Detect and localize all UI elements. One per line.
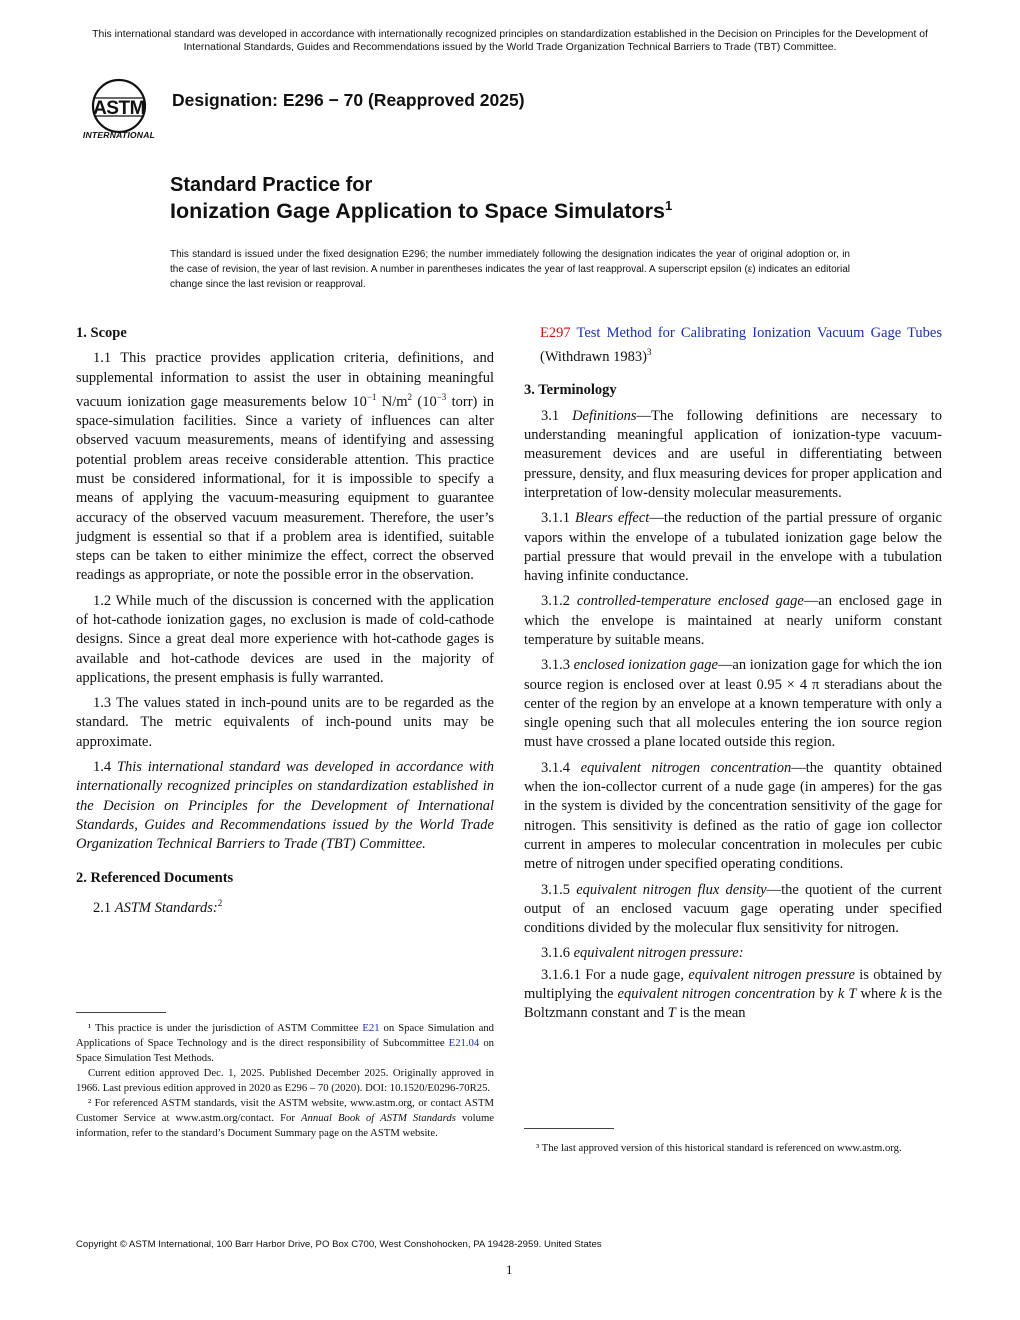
title-line1: Standard Practice for: [170, 174, 373, 196]
copyright: Copyright © ASTM International, 100 Barr Harbor Drive, PO Box C700, West Conshohocken, PA 19428-2959. United States: [76, 1239, 602, 1250]
footnote-1: ¹ This practice is under the jurisdiction of ASTM Committee E21 on Space Simulation and Applications of Space Technology and is the direct responsibility of Subcommittee E21.04 on Space Simulation Test Methods.: [76, 1022, 495, 1064]
definition-3-1: 3.1 Definitions—The following definitions are necessary to understanding meaningful application of ionization-type vacuum-measurement devices and are useful in differentiating between pressure, density, and flux measuring devices for proper application and interpretation of low-density molecular measurements.: [524, 407, 942, 501]
referenced-standard-e297[interactable]: E297 Test Method for Calibrating Ionization Vacuum Gage Tubes (Withdrawn 1983)$^3$: [540, 325, 942, 366]
title-text: Ionization Gage Application to Space Simulators: [170, 199, 665, 224]
footnotes-left: [76, 1021, 494, 1141]
title-line2: [170, 198, 672, 224]
title-footnote-ref: 1: [664, 198, 673, 213]
right-column: [524, 324, 942, 1024]
e21-04-link[interactable]: E21.04: [448, 1037, 480, 1049]
logo-subtext: INTERNATIONAL: [82, 130, 156, 140]
definition-3-1-3: 3.1.3 enclosed ionization gage—an ionization gage for which the ion source region is enclosed over at least 0.95 × 4 π steradians about the center of the region by an envelope at a known temperature with only a single opening such that all molecules entering the ion source region must have crossed a plane located outside this region.: [524, 657, 943, 751]
logo-text: ASTM: [93, 98, 145, 119]
definition-3-1-2: 3.1.2 controlled-temperature enclosed gage—an enclosed gage in which the envelope is maintained at nearly uniform constant temperature by suitable means.: [524, 593, 943, 648]
definition-3-1-5: 3.1.5 equivalent nitrogen flux density—the quotient of the current output of an enclosed vacuum gage operating under specified conditions divided by the molecular flux sensitivity for nitrogen.: [524, 881, 942, 937]
section-heading-terminology: 3. Terminology: [524, 382, 617, 399]
footnote-1-edition: Current edition approved Dec. 1, 2025. Published December 2025. Originally approved in 1966. Last previous edition approved in 2020 as E296 – 70 (2020). DOI: 10.1520/E0296-70R25.: [76, 1067, 494, 1094]
issued-note: This standard is issued under the fixed designation E296; the number immediately following the designation indicates the year of original adoption or, in the case of revision, the year of last revision. A number in parentheses indicates the year of last reapproval. A superscript epsilon (ε) indicates an editorial change since the last revision or reapproval.: [170, 249, 850, 290]
paragraph-1-1: 1.1 This practice provides application criteria, definitions, and supplemental information to assist the user in obtaining meaningful vacuum ionization gage measurements below $10^{-1}$ $N/m^2$ ($10^{-3}$ torr) in space-simulation facilities. Since a variety of influences can alter observed vacuum measurements, means of identifying and assessing potential problem areas receive considerable attention. This practice must be considered informational, for it is impossible to specify a means of applying the vacuum-measuring equipment to guarantee accuracy of the observed vacuum measurement. Therefore, the user’s judgment is essential so that if a problem area is identified, suitable steps can be taken to either minimize the effect, correct the observed readings as appropriate, or note the possible error in the observation.: [76, 350, 494, 584]
paragraph-1-4: 1.4 This international standard was developed in accordance with internationally recognized principles on standardization established in the Decision on Principles for the Development of International Standards, Guides and Recommendations issued by the World Trade Organization Technical Barriers to Trade (TBT) Committee.: [76, 759, 494, 853]
footnote-3: ³ The last approved version of this historical standard is referenced on www.astm.org.: [536, 1142, 902, 1154]
footnotes-right: [524, 1141, 942, 1156]
footnote-rule-left: [76, 1012, 166, 1013]
e21-link[interactable]: E21: [362, 1022, 380, 1034]
definition-3-1-6: 3.1.6 equivalent nitrogen pressure:: [541, 945, 744, 962]
left-column: [76, 324, 494, 918]
section-heading-scope: 1. Scope: [76, 325, 127, 341]
definition-3-1-4: 3.1.4 equivalent nitrogen concentration—the quantity obtained when the ion-collector current of a nude gage (in amperes) for the gas in the system is divided by the concentration sensitivity of the gage for nitrogen. This sensitivity is defined as the ratio of gage ion collector current in amperes to molecular concentration in molecules per cubic metre of nitrogen under specified operating conditions.: [524, 759, 943, 873]
paragraph-1-3: 1.3 The values stated in inch-pound units are to be regarded as the standard. The metric equivalents of inch-pound units may be approximate.: [76, 695, 494, 750]
section-heading-referenced-documents: 2. Referenced Documents: [76, 869, 234, 886]
designation: Designation: E296 − 70 (Reapproved 2025): [172, 90, 525, 110]
page-number: 1: [506, 1262, 513, 1277]
standardization-notice: This international standard was developed in accordance with internationally recognized principles on standardization established in the Decision on Principles for the Development of International Standards, Guides and Recommendations issued by the World Trade Organization Technical Barriers to Trade (TBT) Committee.: [92, 29, 928, 53]
footnote-2: ² For referenced ASTM standards, visit the ASTM website, www.astm.org, or contact ASTM Customer Service at www.astm.org/contact. For Annual Book of ASTM Standards volume information, refer to the standard’s Document Summary page on the ASTM website.: [76, 1097, 495, 1139]
definition-3-1-6-1: 3.1.6.1 For a nude gage, equivalent nitrogen pressure is obtained by multiplying the equivalent nitrogen concentration by k T where k is the Boltzmann constant and T is the mean: [524, 966, 943, 1022]
paragraph-1-2: 1.2 While much of the discussion is concerned with the application of hot-cathode ionization gages, no exclusion is made of cold-cathode designs. Since a great deal more experience with hot-cathode gages is available and hot-cathode devices are used in the majority of applications, the present emphasis is fully warranted.: [76, 592, 494, 686]
paragraph-2-1: 2.1 ASTM Standards:$^2$: [93, 897, 223, 916]
footnote-rule-right: [524, 1128, 614, 1129]
definition-3-1-1: 3.1.1 Blears effect—the reduction of the partial pressure of organic vapors within the envelope of a tubulated ionization gage below the partial pressure that would prevail in the envelope with a tubulation having infinite conductance.: [524, 510, 942, 585]
